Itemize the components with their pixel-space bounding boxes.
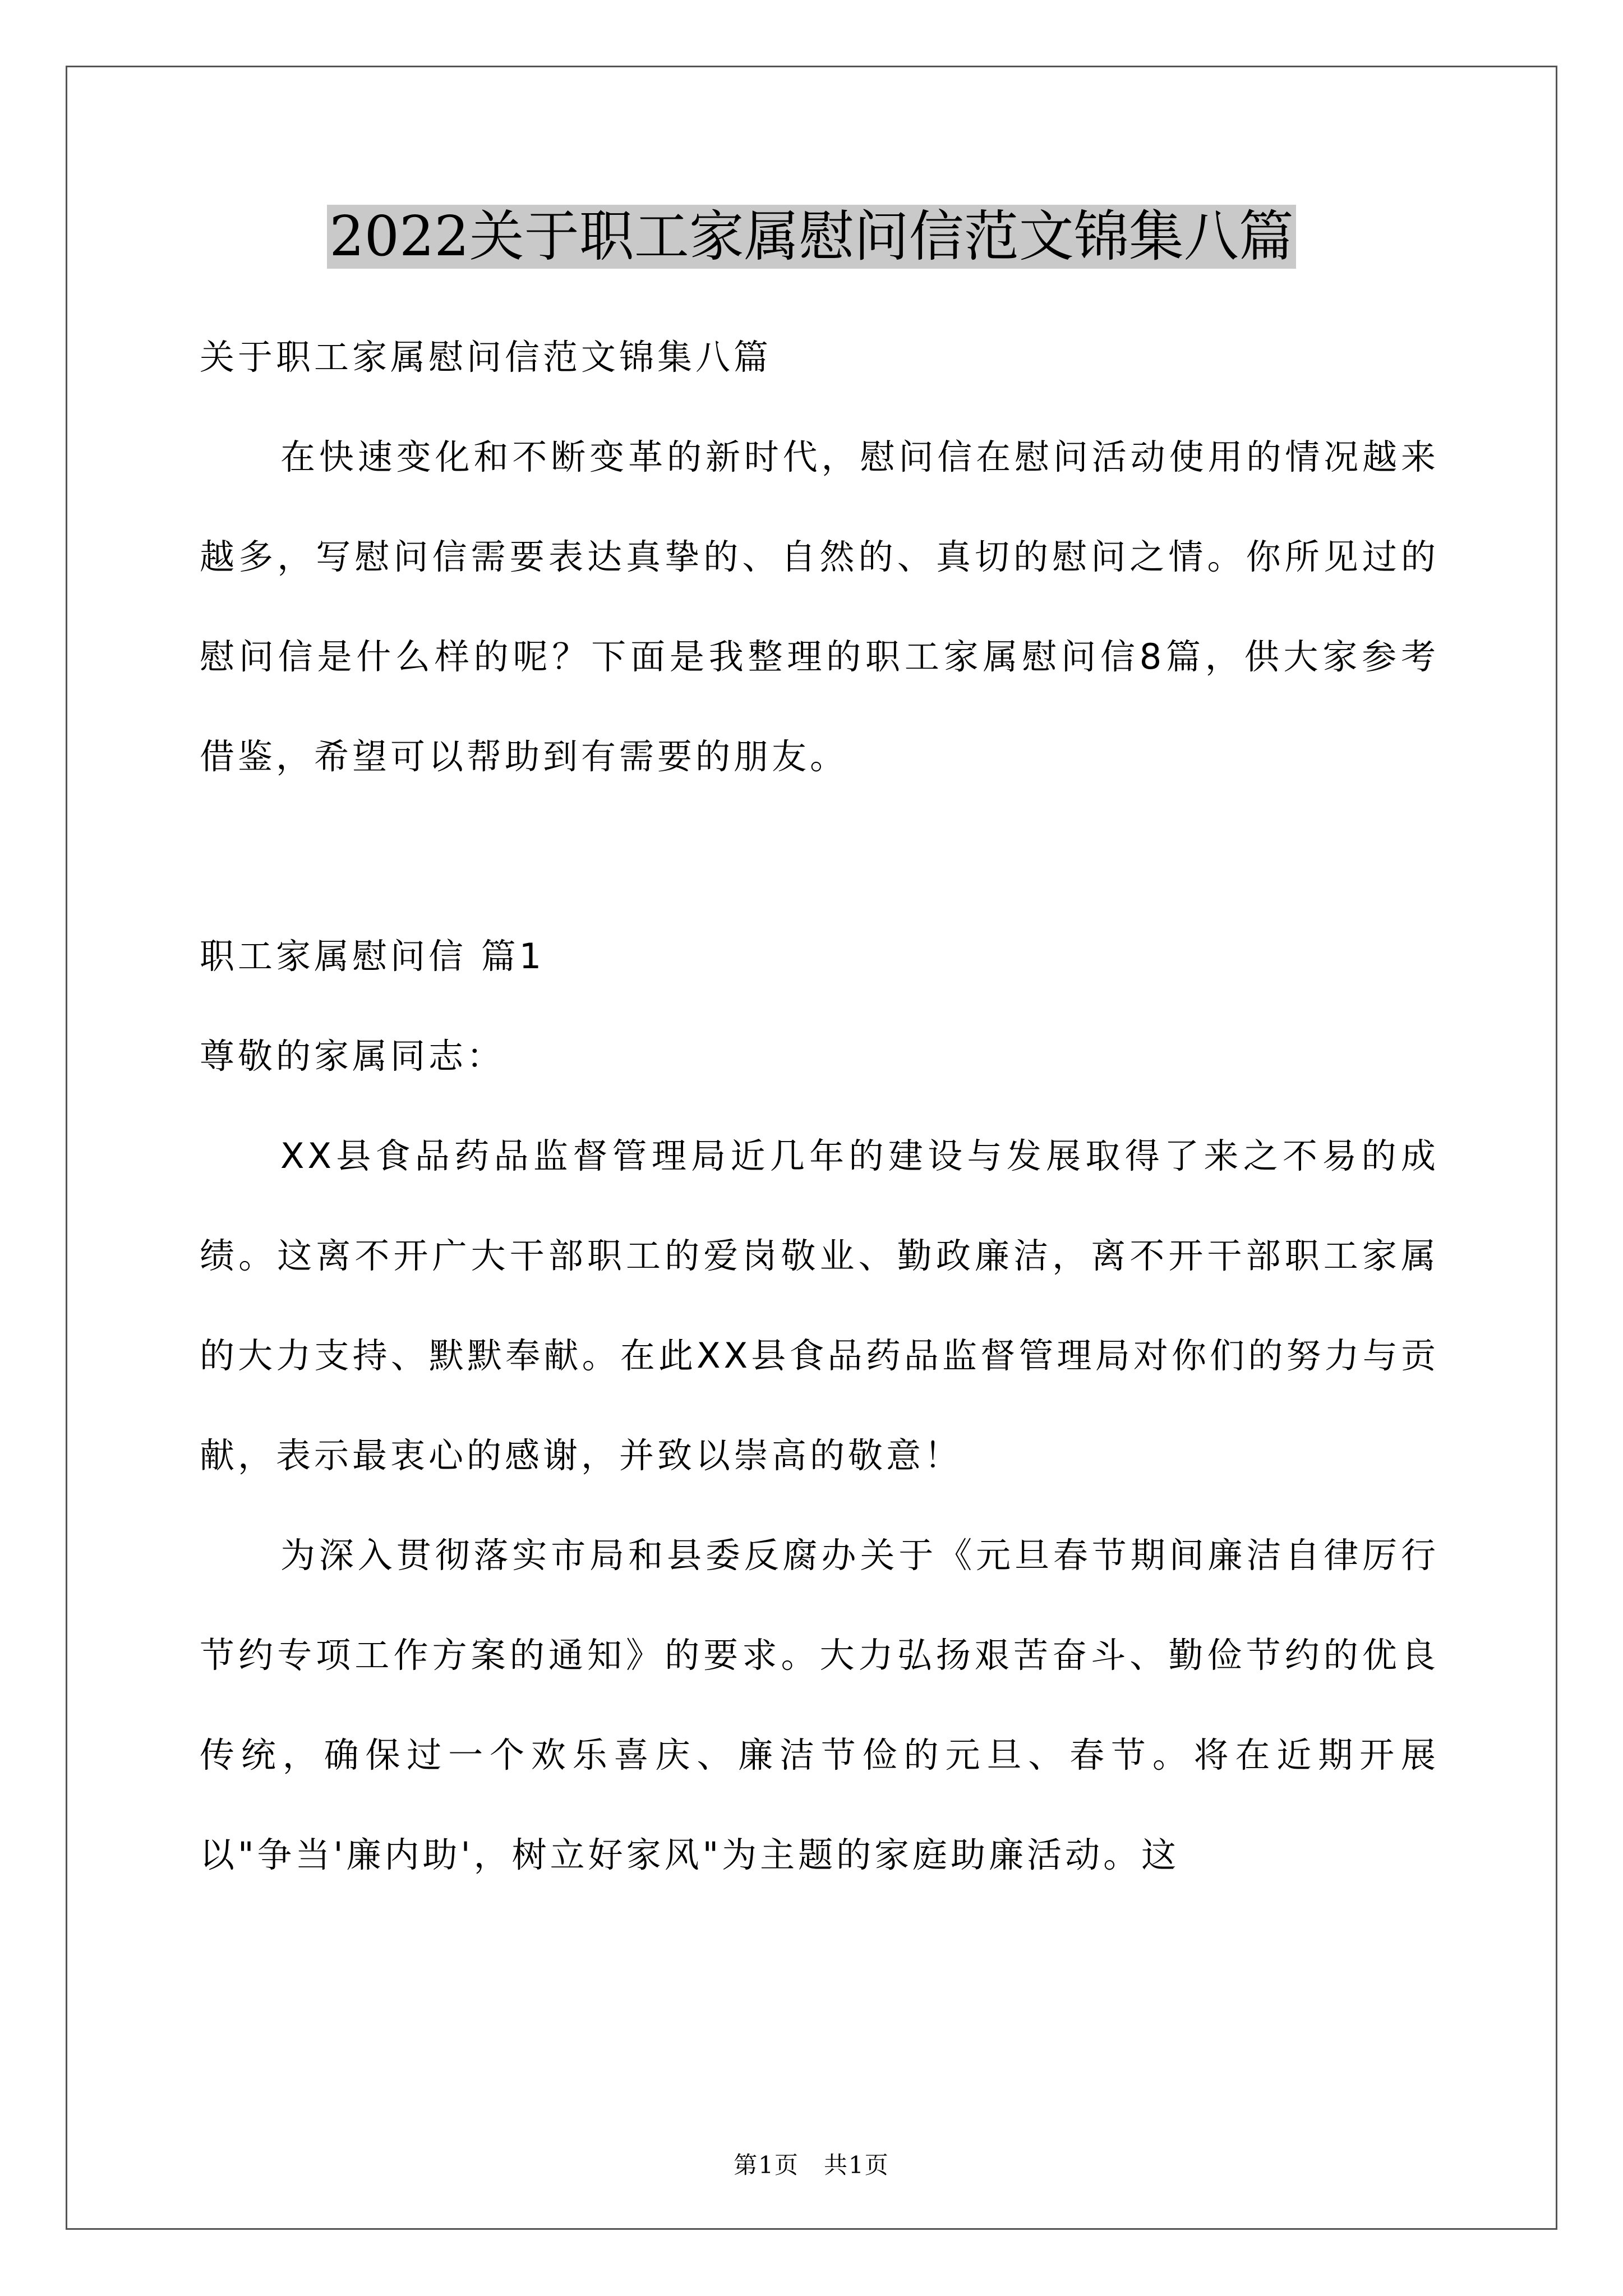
page-footer: 第1页 共1页 [734,2151,889,2179]
intro-paragraph: 在快速变化和不断变革的新时代，慰问信在慰问活动使用的情况越来越多，写慰问信需要表达真挚的、自然的、真切的慰问之情。你所见过的慰问信是什么样的呢？下面是我整理的职工家属慰问信8篇，供大家参考借鉴，希望可以帮助到有需要的朋友。 [200,436,1439,777]
document-title [0,197,1623,276]
body-paragraph-1: XX县食品药品监督管理局近几年的建设与发展取得了来之不易的成绩。这离不开广大干部职工的爱岗敬业、勤政廉洁，离不开干部职工家属的大力支持、默默奉献。在此XX县食品药品监督管理局对你们的努力与贡献，表示最衷心的感谢，并致以崇高的敬意！ [200,1135,1439,1476]
document-subtitle: 关于职工家属慰问信范文锦集八篇 [200,337,772,378]
document-body [200,307,1439,1905]
salutation: 尊敬的家属同志： [200,1036,505,1076]
body-paragraph-2: 为深入贯彻落实市局和县委反腐办关于《元旦春节期间廉洁自律厉行节约专项工作方案的通知》的要求。大力弘扬艰苦奋斗、勤俭节约的优良传统，确保过一个欢乐喜庆、廉洁节俭的元旦、春节。将在近期开展以"争当'廉内助'，树立好家风"为主题的家庭助廉活动。这 [200,1535,1439,1875]
document-title-text: 2022关于职工家属慰问信范文锦集八篇 [327,205,1295,269]
section-heading: 职工家属慰问信 篇1 [200,936,545,977]
